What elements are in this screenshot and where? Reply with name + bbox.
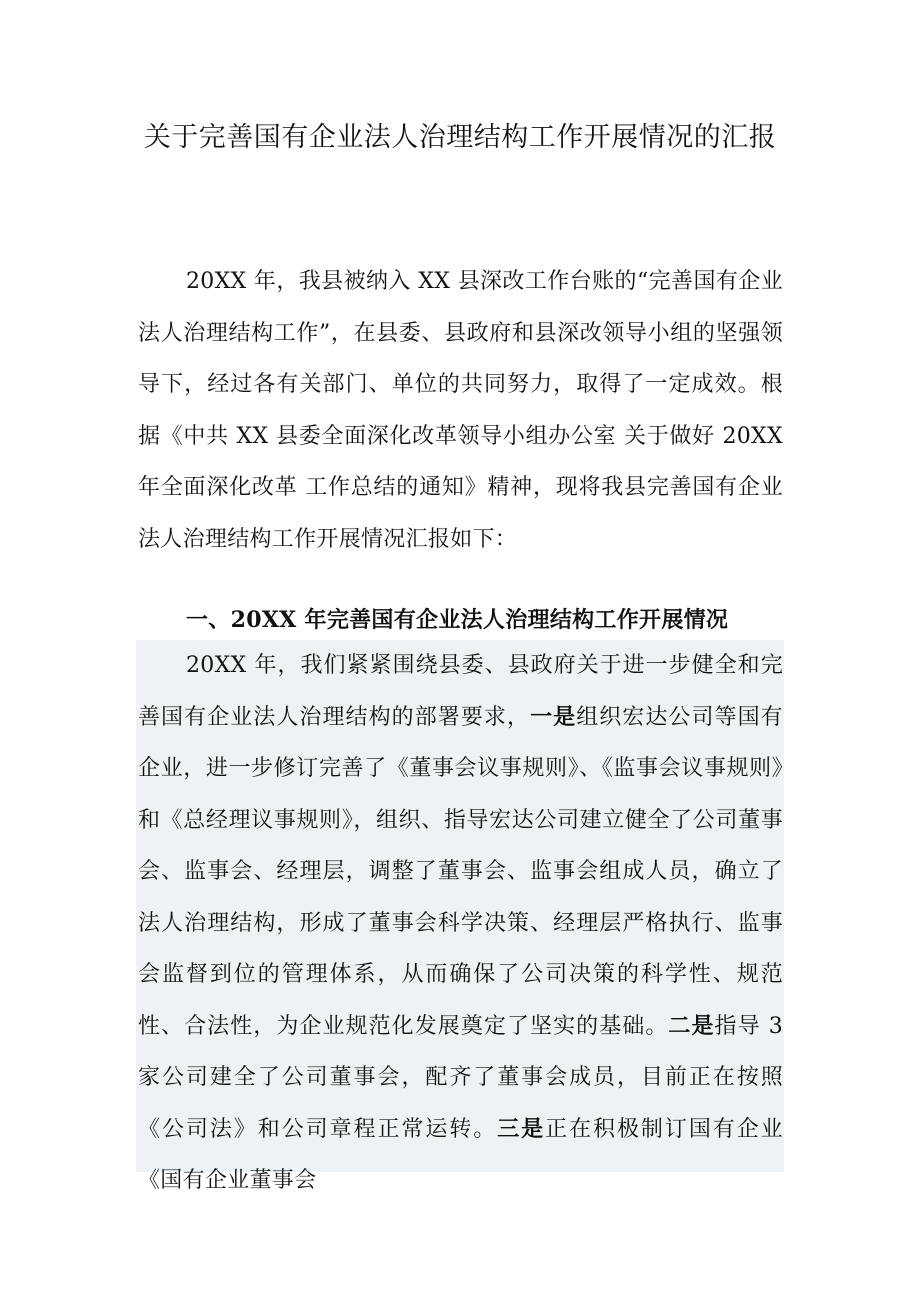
section-heading: 一、20XX 年完善国有企业法人治理结构工作开展情况 <box>186 607 729 633</box>
body-paragraph <box>138 640 783 1207</box>
bold-marker-third: 三是 <box>497 1115 546 1142</box>
bold-marker-first: 一是 <box>530 703 577 730</box>
body-text-2: 组织宏达公司等国有企业，进一步修订完善了《董事会议事规则》、《监事会议事规则》和《总经理议事规则》，组织、指导宏达公司建立健全了公司董事会、监事会、经理层，调整了董事会、监事会组成人员，确立了法人治理结构，形成了董事会科学决策、经理层严格执行、监事会监督到位的管理体系，从而确保了公司决策的科学性、规范性、合法性，为企业规范化发展奠定了坚实的基础。 <box>138 704 783 1039</box>
intro-paragraph: 20XX 年，我县被纳入 XX 县深改工作台账的“完善国有企业法人治理结构工作”，在县委、县政府和县深改领导小组的坚强领导下，经过各有关部门、单位的共同努力，取得了一定成效。根据《中共 XX 县委全面深化改革领导小组办公室 关于做好 20XX 年全面深化改革 工作总结的通知》精神，现将我县完善国有企业法人治理结构工作开展情况汇报如下： <box>138 269 783 552</box>
body-text-3: 指导 3 家公司建全了公司董事会，配齐了董事会成员，目前正在按照《公司法》和公司章程正常运转。 <box>138 1013 783 1142</box>
document-title: 关于完善国有企业法人治理结构工作开展情况的汇报 <box>143 122 777 153</box>
bold-marker-second: 二是 <box>668 1012 715 1039</box>
body-text-4: 正在积极制订国有企业《国有企业董事会 <box>138 1116 783 1193</box>
body-text-1: 20XX 年，我们紧紧围绕县委、县政府关于进一步健全和完善国有企业法人治理结构的部署要求， <box>138 653 783 730</box>
